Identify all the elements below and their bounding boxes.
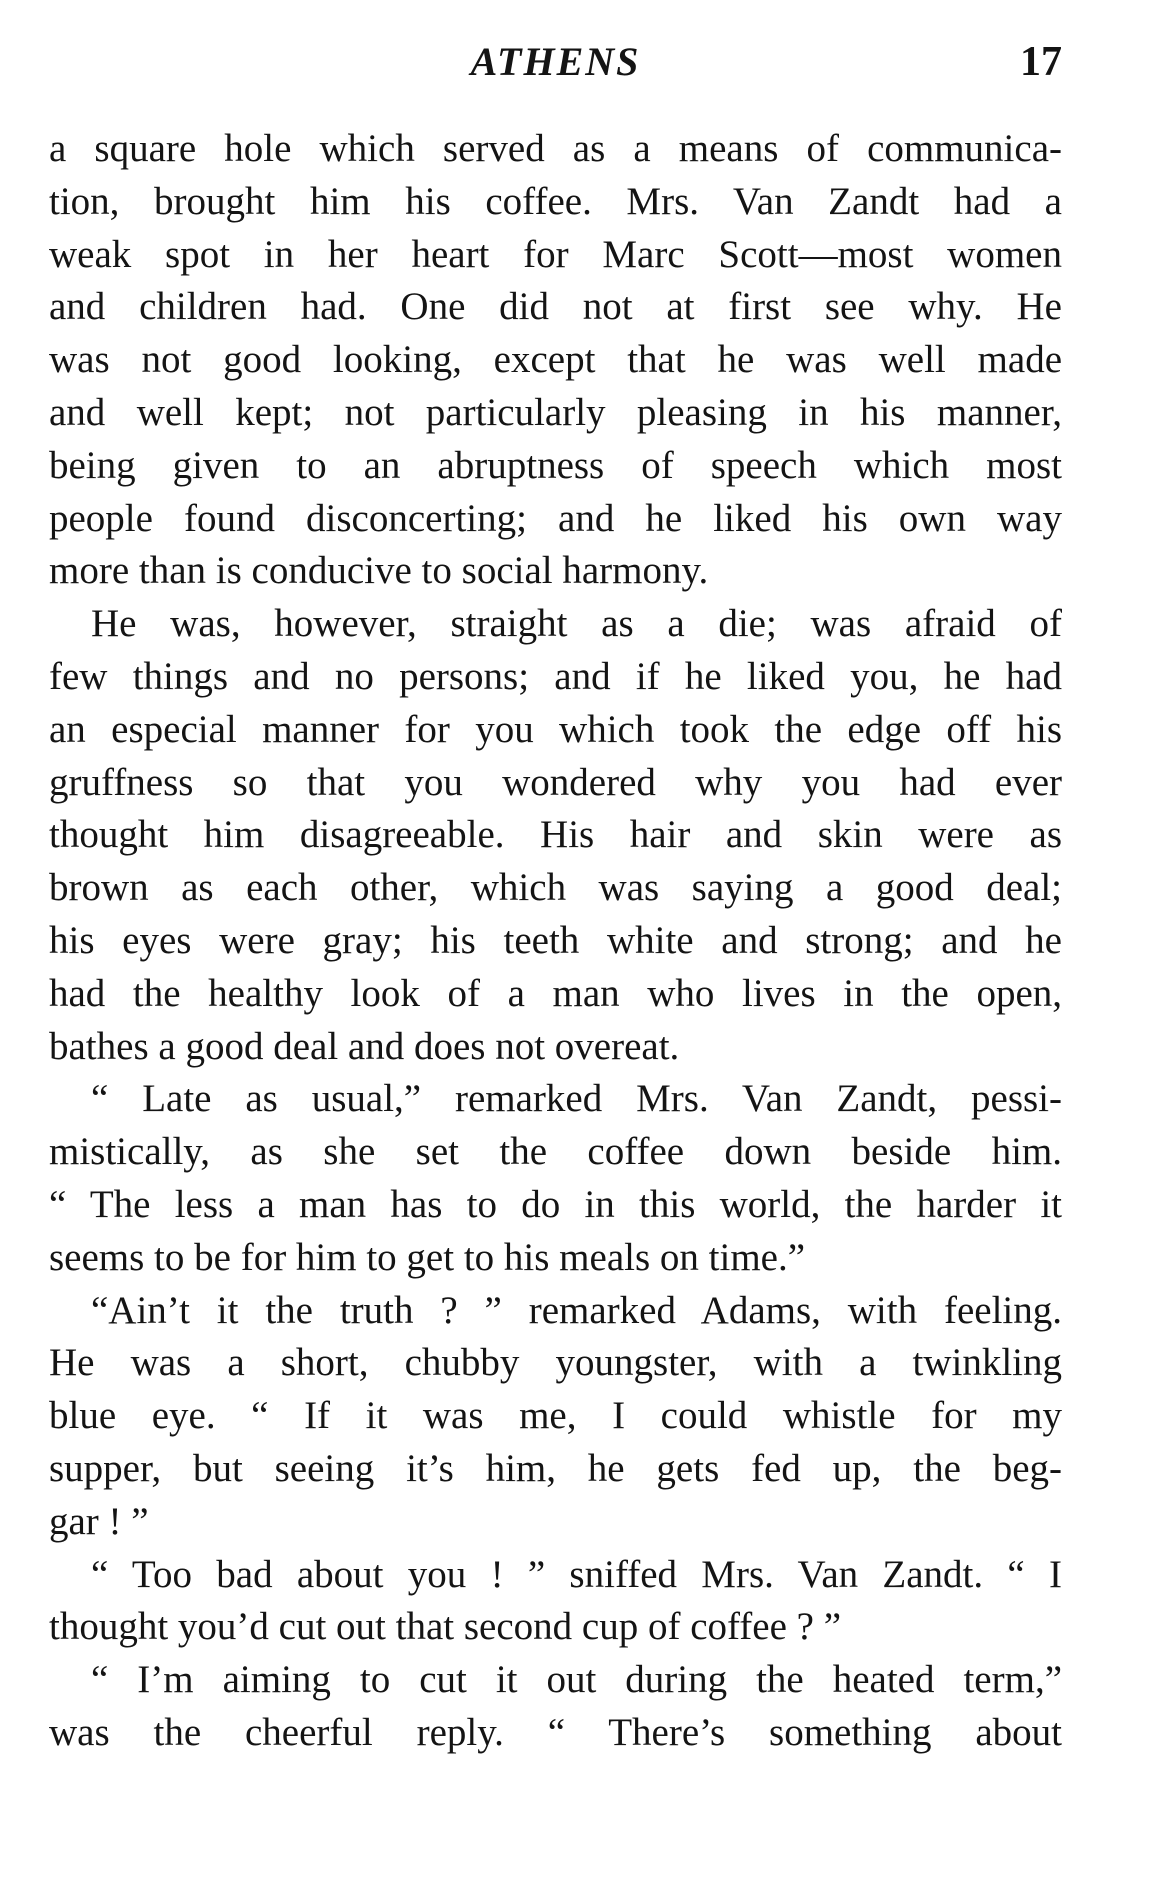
text-line: “ Late as usual,” remarked Mrs. Van Zandt, pessi-: [91, 1077, 1062, 1121]
text-line: an especial manner for you which took the edge off his: [49, 707, 1062, 751]
text-line: his eyes were gray; his teeth white and strong; and he: [49, 918, 1062, 962]
text-line: thought him disagreeable. His hair and skin were as: [49, 813, 1062, 857]
text-line: “Ain’t it the truth ? ” remarked Adams, with feeling.: [91, 1288, 1062, 1332]
text-line: bathes a good deal and does not overeat.: [49, 1024, 680, 1068]
page-number: 17: [1020, 39, 1062, 85]
text-line: tion, brought him his coffee. Mrs. Van Zandt had a: [49, 179, 1062, 223]
text-line: people found disconcerting; and he liked his own way: [49, 496, 1062, 540]
text-line: “ Too bad about you ! ” sniffed Mrs. Van Zandt. “ I: [91, 1552, 1062, 1596]
running-head: [49, 38, 1062, 98]
text-line: being given to an abruptness of speech which most: [49, 443, 1062, 487]
text-line: mistically, as she set the coffee down beside him.: [49, 1130, 1062, 1174]
text-line: few things and no persons; and if he liked you, he had: [49, 654, 1062, 698]
text-line: blue eye. “ If it was me, I could whistle for my: [49, 1394, 1062, 1438]
chapter-title: ATHENS: [470, 39, 641, 84]
text-line: and well kept; not particularly pleasing in his manner,: [49, 390, 1062, 434]
text-line: was the cheerful reply. “ There’s something about: [49, 1710, 1062, 1754]
text-line: had the healthy look of a man who lives in the open,: [49, 971, 1062, 1015]
text-line: was not good looking, except that he was well made: [49, 338, 1062, 382]
text-line: He was, however, straight as a die; was afraid of: [91, 602, 1062, 646]
text-line: “ I’m aiming to cut it out during the heated term,”: [91, 1658, 1062, 1702]
text-line: more than is conducive to social harmony.: [49, 549, 709, 593]
text-line: weak spot in her heart for Marc Scott—most women: [49, 232, 1062, 276]
text-line: and children had. One did not at first see why. He: [49, 285, 1062, 329]
text-line: brown as each other, which was saying a good deal;: [49, 866, 1062, 910]
text-line: thought you’d cut out that second cup of coffee ? ”: [49, 1605, 842, 1649]
text-line: gruffness so that you wondered why you had ever: [49, 760, 1062, 804]
text-line: seems to be for him to get to his meals on time.”: [49, 1235, 806, 1279]
text-line: supper, but seeing it’s him, he gets fed up, the beg-: [49, 1446, 1062, 1490]
body-text: [49, 123, 1062, 1760]
text-line: gar ! ”: [49, 1499, 149, 1543]
text-line: He was a short, chubby youngster, with a twinkling: [49, 1341, 1062, 1385]
text-line: a square hole which served as a means of communica-: [49, 127, 1062, 170]
text-line: “ The less a man has to do in this world, the harder it: [49, 1182, 1062, 1226]
